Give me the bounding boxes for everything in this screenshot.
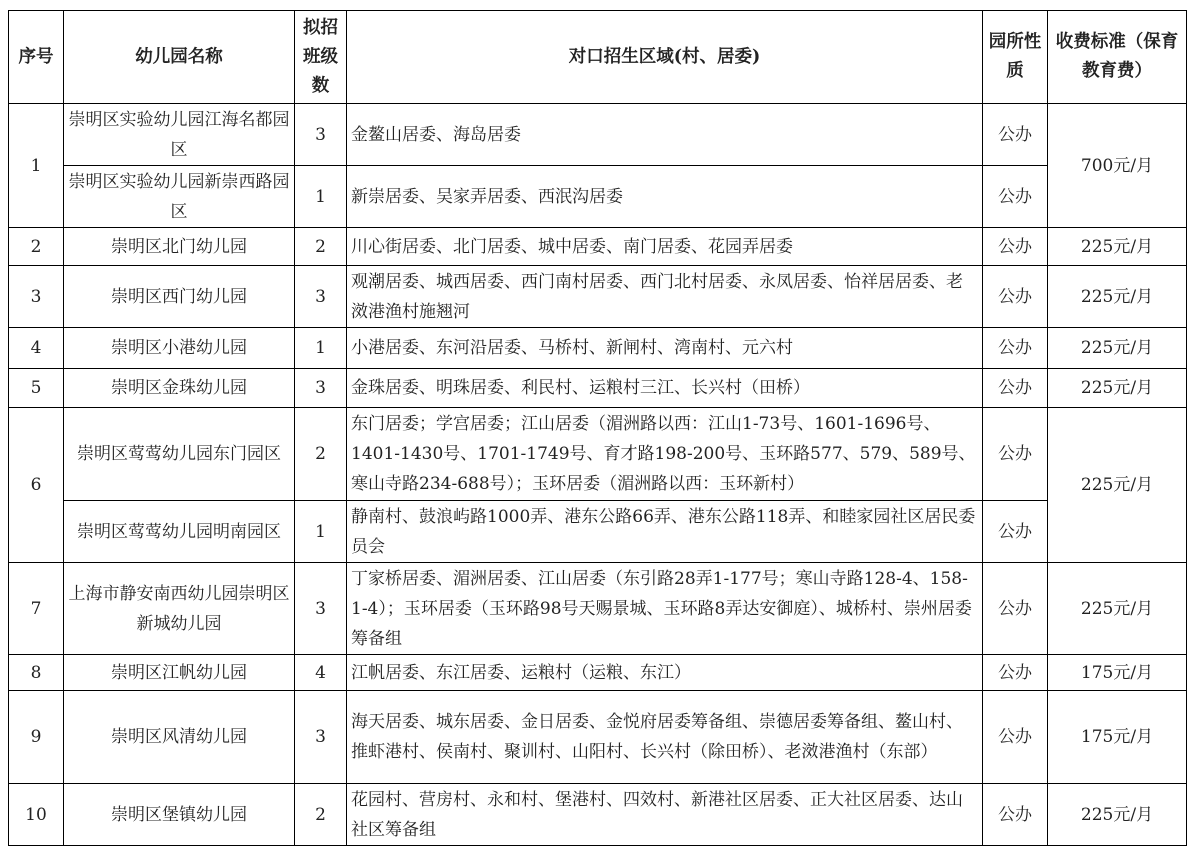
kindergarten-name: 崇明区实验幼儿园江海名都园区: [64, 104, 295, 166]
table-row: [9, 266, 1187, 328]
header-type: 园所性质: [983, 11, 1048, 104]
class-count: 3: [295, 266, 347, 328]
enrollment-area: 小港居委、东河沿居委、马桥村、新闸村、湾南村、元六村: [347, 328, 983, 369]
header-name: 幼儿园名称: [64, 11, 295, 104]
school-type: 公办: [983, 328, 1048, 369]
enrollment-area: 观潮居委、城西居委、西门南村居委、西门北村居委、永凤居委、怡祥居居委、老滧港渔村施翘河: [347, 266, 983, 328]
class-count: 1: [295, 501, 347, 563]
class-count: 2: [295, 408, 347, 501]
table-row: [9, 563, 1187, 655]
kindergarten-name: 上海市静安南西幼儿园崇明区新城幼儿园: [64, 563, 295, 655]
kindergarten-name: 崇明区西门幼儿园: [64, 266, 295, 328]
fee-standard: 225元/月: [1048, 266, 1187, 328]
table-row: [9, 228, 1187, 266]
kindergarten-name: 崇明区莺莺幼儿园明南园区: [64, 501, 295, 563]
row-index: 2: [9, 228, 64, 266]
enrollment-area: 川心街居委、北门居委、城中居委、南门居委、花园弄居委: [347, 228, 983, 266]
class-count: 4: [295, 655, 347, 691]
kindergarten-name: 崇明区风清幼儿园: [64, 691, 295, 784]
table-row: [9, 501, 1187, 563]
class-count: 1: [295, 166, 347, 228]
school-type: 公办: [983, 563, 1048, 655]
row-index: 8: [9, 655, 64, 691]
class-count: 3: [295, 369, 347, 408]
table-row: [9, 784, 1187, 846]
row-index: 9: [9, 691, 64, 784]
header-index: 序号: [9, 11, 64, 104]
class-count: 3: [295, 104, 347, 166]
fee-standard: 175元/月: [1048, 655, 1187, 691]
kindergarten-name: 崇明区金珠幼儿园: [64, 369, 295, 408]
school-type: 公办: [983, 784, 1048, 846]
row-index: 1: [9, 104, 64, 228]
kindergarten-name: 崇明区莺莺幼儿园东门园区: [64, 408, 295, 501]
school-type: 公办: [983, 501, 1048, 563]
enrollment-area: 金鳌山居委、海岛居委: [347, 104, 983, 166]
table-row: [9, 166, 1187, 228]
table-row: [9, 691, 1187, 784]
kindergarten-name: 崇明区北门幼儿园: [64, 228, 295, 266]
row-index: 3: [9, 266, 64, 328]
fee-standard: 225元/月: [1048, 228, 1187, 266]
kindergarten-name: 崇明区江帆幼儿园: [64, 655, 295, 691]
enrollment-area: 东门居委；学宫居委；江山居委（湄洲路以西：江山1-73号、1601-1696号、1401-1430号、1701-1749号、育才路198-200号、玉环路577、579、589号、寒山寺路234-688号）；玉环居委（湄洲路以西：玉环新村）: [347, 408, 983, 501]
fee-standard: 225元/月: [1048, 784, 1187, 846]
row-index: 10: [9, 784, 64, 846]
school-type: 公办: [983, 166, 1048, 228]
header-classes: 拟招班级数: [295, 11, 347, 104]
school-type: 公办: [983, 691, 1048, 784]
class-count: 2: [295, 228, 347, 266]
enrollment-area: 金珠居委、明珠居委、利民村、运粮村三江、长兴村（田桥）: [347, 369, 983, 408]
fee-standard: 225元/月: [1048, 408, 1187, 563]
header-fee: 收费标准（保育教育费）: [1048, 11, 1187, 104]
enrollment-area: 静南村、鼓浪屿路1000弄、港东公路66弄、港东公路118弄、和睦家园社区居民委员会: [347, 501, 983, 563]
enrollment-area: 丁家桥居委、湄洲居委、江山居委（东引路28弄1-177号；寒山寺路128-4、158-1-4）；玉环居委（玉环路98号天赐景城、玉环路8弄达安御庭）、城桥村、崇州居委筹备组: [347, 563, 983, 655]
table-row: [9, 328, 1187, 369]
class-count: 3: [295, 691, 347, 784]
enrollment-area: 新崇居委、吴家弄居委、西泯沟居委: [347, 166, 983, 228]
school-type: 公办: [983, 228, 1048, 266]
enrollment-table: [8, 10, 1187, 846]
school-type: 公办: [983, 655, 1048, 691]
school-type: 公办: [983, 266, 1048, 328]
class-count: 1: [295, 328, 347, 369]
fee-standard: 225元/月: [1048, 328, 1187, 369]
header-row: [9, 11, 1187, 104]
enrollment-area: 江帆居委、东江居委、运粮村（运粮、东江）: [347, 655, 983, 691]
kindergarten-name: 崇明区实验幼儿园新崇西路园区: [64, 166, 295, 228]
row-index: 7: [9, 563, 64, 655]
fee-standard: 225元/月: [1048, 369, 1187, 408]
table-row: [9, 408, 1187, 501]
row-index: 4: [9, 328, 64, 369]
table-row: [9, 655, 1187, 691]
kindergarten-name: 崇明区小港幼儿园: [64, 328, 295, 369]
kindergarten-name: 崇明区堡镇幼儿园: [64, 784, 295, 846]
school-type: 公办: [983, 369, 1048, 408]
class-count: 2: [295, 784, 347, 846]
fee-standard: 700元/月: [1048, 104, 1187, 228]
fee-standard: 225元/月: [1048, 563, 1187, 655]
table-row: [9, 104, 1187, 166]
school-type: 公办: [983, 408, 1048, 501]
enrollment-area: 海天居委、城东居委、金日居委、金悦府居委筹备组、崇德居委筹备组、鳌山村、推虾港村、侯南村、聚训村、山阳村、长兴村（除田桥）、老滧港渔村（东部）: [347, 691, 983, 784]
enrollment-area: 花园村、营房村、永和村、堡港村、四效村、新港社区居委、正大社区居委、达山社区筹备组: [347, 784, 983, 846]
row-index: 6: [9, 408, 64, 563]
table-row: [9, 369, 1187, 408]
fee-standard: 175元/月: [1048, 691, 1187, 784]
school-type: 公办: [983, 104, 1048, 166]
row-index: 5: [9, 369, 64, 408]
class-count: 3: [295, 563, 347, 655]
header-area: 对口招生区域(村、居委): [347, 11, 983, 104]
